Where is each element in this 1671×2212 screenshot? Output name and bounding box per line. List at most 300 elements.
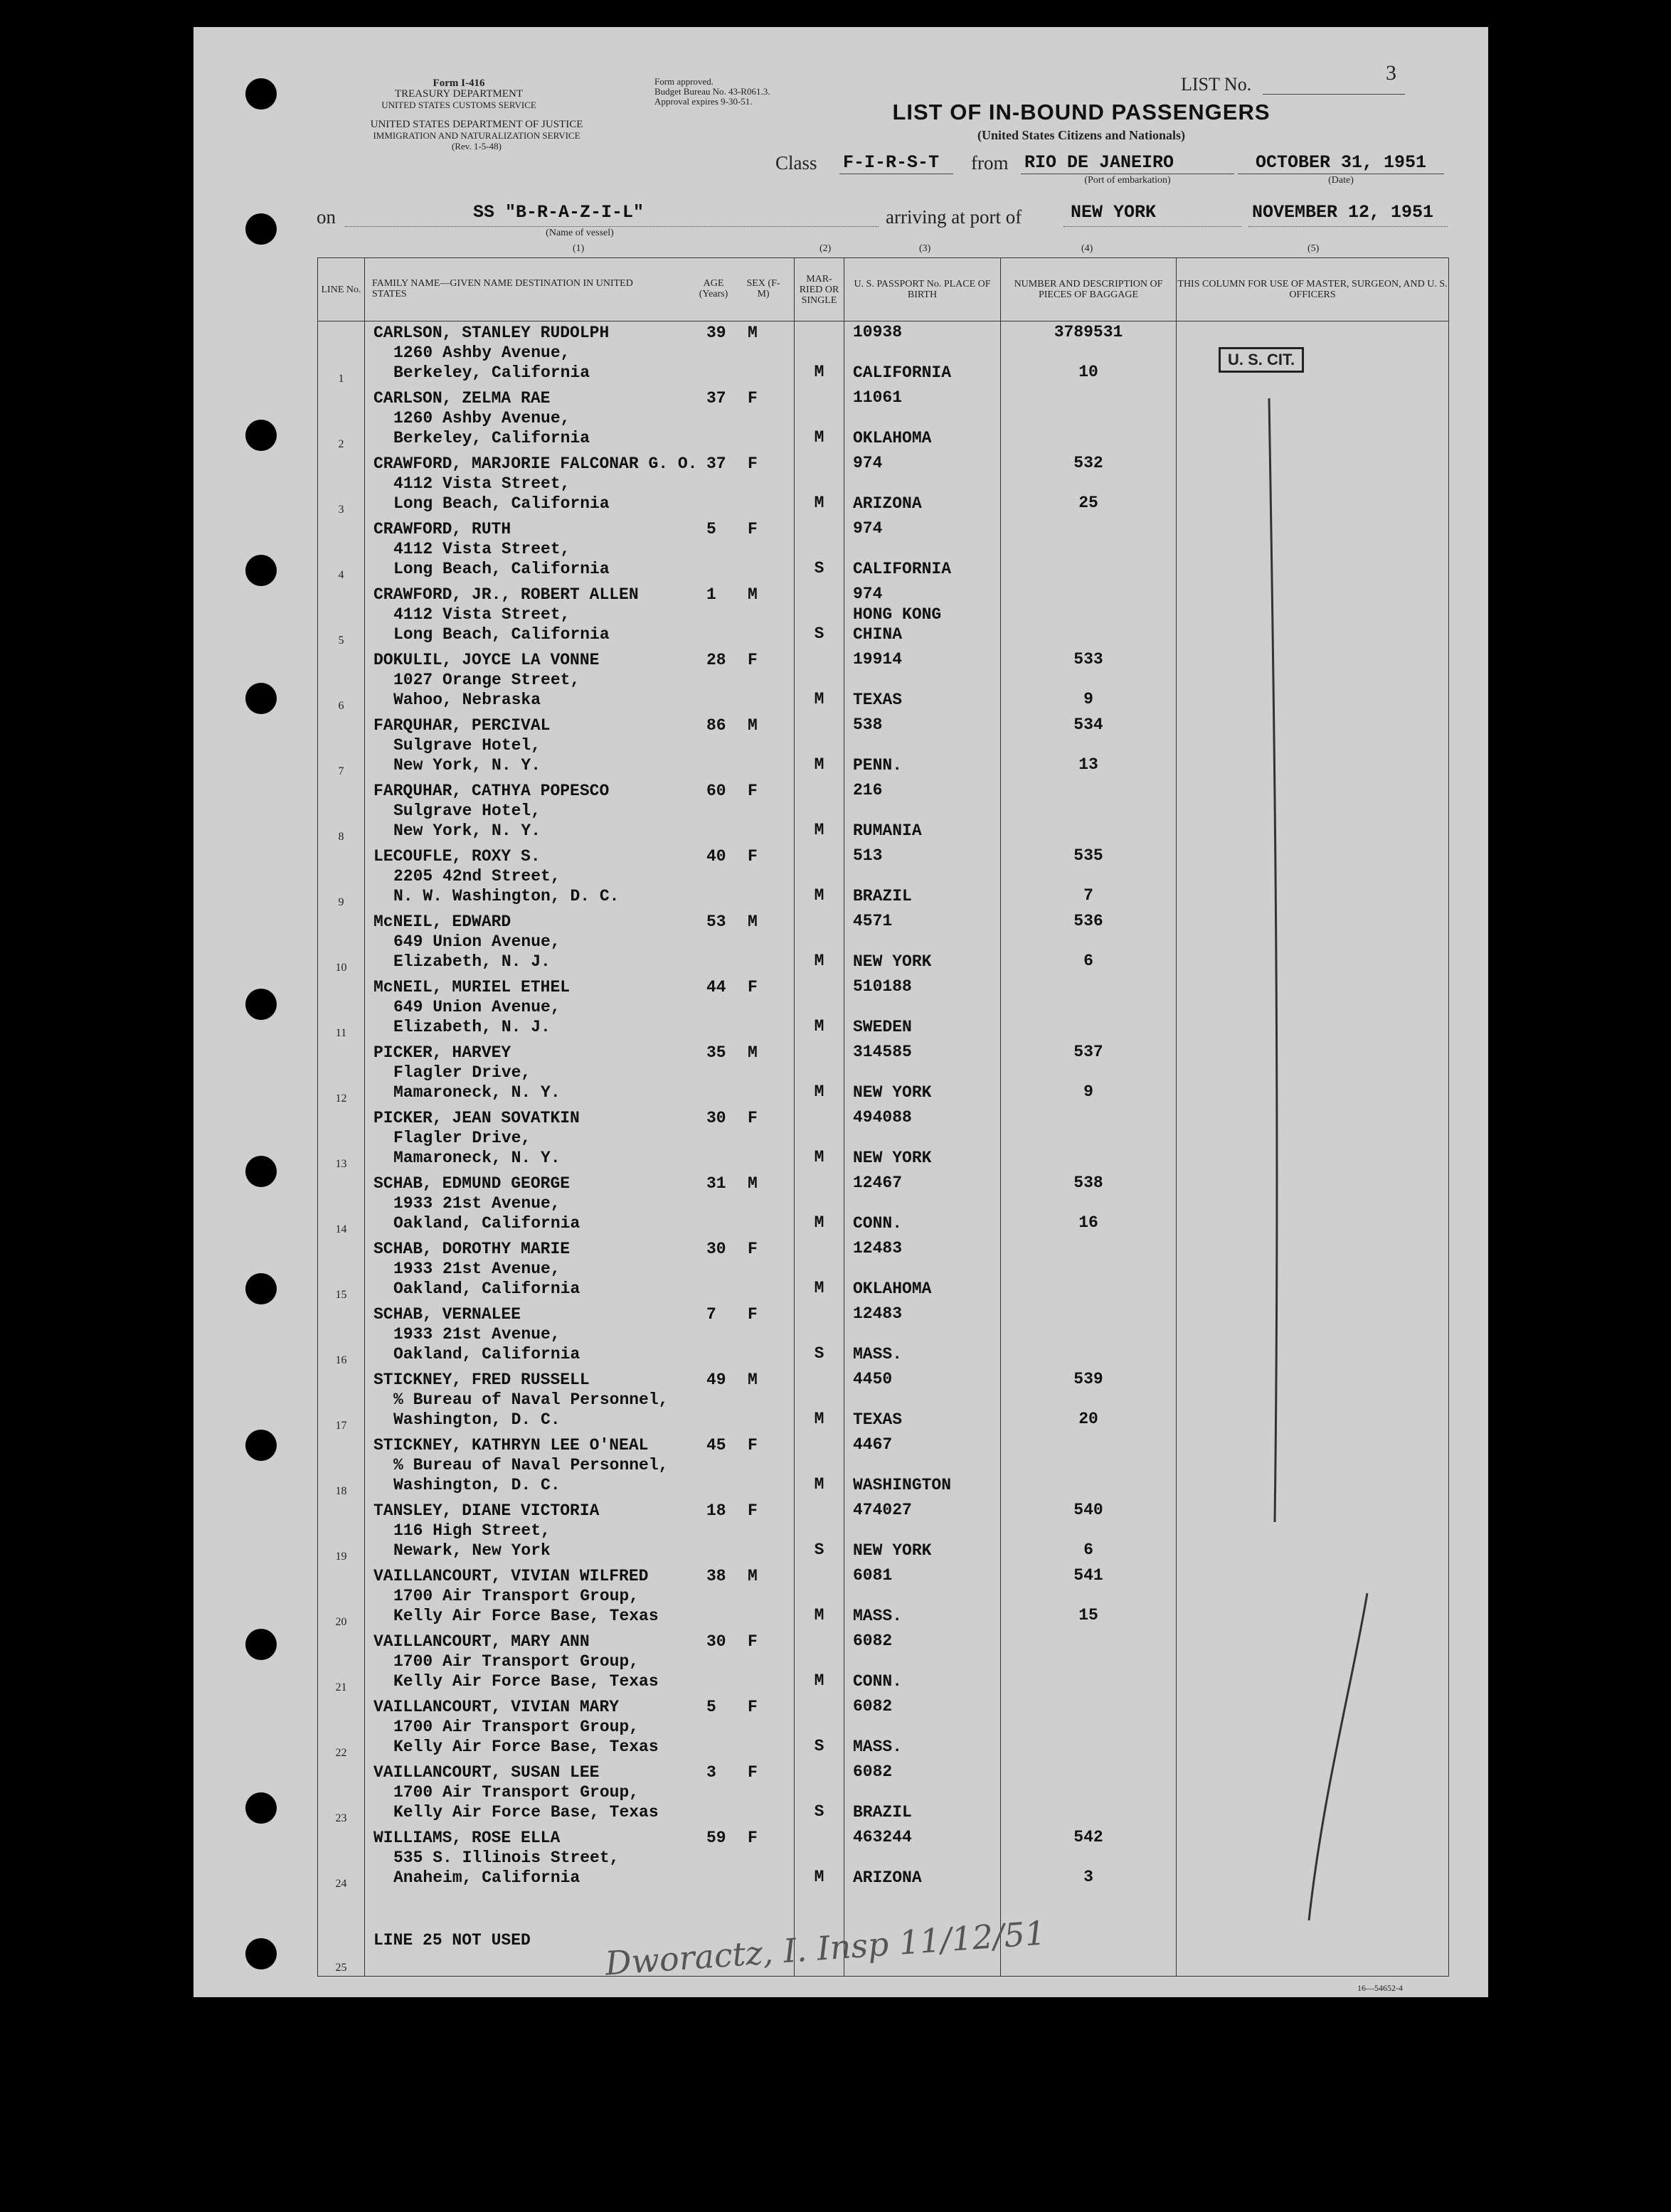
passenger-name: DOKULIL, JOYCE LA VONNE bbox=[373, 651, 600, 669]
line-number: 15 bbox=[335, 1289, 347, 1301]
baggage-cell bbox=[1001, 321, 1177, 388]
passenger-name: CRAWFORD, JR., ROBERT ALLEN bbox=[373, 585, 639, 604]
col-num-5: (5) bbox=[1307, 243, 1320, 254]
baggage-number: 542 bbox=[1073, 1828, 1103, 1846]
passport-number: 513 bbox=[853, 846, 883, 865]
sex: M bbox=[748, 324, 758, 342]
line-number: 12 bbox=[335, 1092, 347, 1105]
sex: F bbox=[748, 1763, 758, 1782]
line-number: 20 bbox=[335, 1616, 347, 1628]
line-number: 11 bbox=[335, 1027, 347, 1039]
address-line-2: Washington, D. C. bbox=[393, 1410, 561, 1429]
age: 45 bbox=[706, 1436, 726, 1455]
name-cell bbox=[365, 1368, 795, 1434]
address-line-1: 4112 Vista Street, bbox=[393, 474, 571, 493]
baggage-number: 535 bbox=[1073, 846, 1103, 865]
address-line-2: Berkeley, California bbox=[393, 363, 590, 382]
marital-status: M bbox=[814, 821, 824, 839]
age: 39 bbox=[706, 324, 726, 342]
age: 40 bbox=[706, 847, 726, 866]
address-line-2: Kelly Air Force Base, Texas bbox=[393, 1738, 659, 1756]
name-cell bbox=[365, 518, 795, 583]
passport-cell bbox=[844, 1565, 1001, 1630]
sex: F bbox=[748, 389, 758, 408]
marital-status: M bbox=[814, 1475, 824, 1494]
passport-number: 4467 bbox=[853, 1435, 893, 1454]
line-number: 21 bbox=[335, 1681, 347, 1693]
address-line-2: Mamaroneck, N. Y. bbox=[393, 1149, 561, 1167]
name-cell bbox=[365, 1499, 795, 1565]
passport-cell bbox=[844, 910, 1001, 976]
age: 59 bbox=[706, 1829, 726, 1847]
line-number-cell bbox=[318, 387, 365, 452]
sex: F bbox=[748, 1240, 758, 1258]
passport-cell bbox=[844, 321, 1001, 388]
address-line-2: N. W. Washington, D. C. bbox=[393, 887, 620, 905]
port-embark-caption: (Port of embarkation) bbox=[1084, 175, 1171, 186]
passport-number: 314585 bbox=[853, 1043, 912, 1061]
col-num-3: (3) bbox=[919, 243, 931, 254]
marital-cell bbox=[795, 1696, 844, 1761]
marital-status: M bbox=[814, 755, 824, 774]
col-num-4: (4) bbox=[1081, 243, 1093, 254]
baggage-number: 541 bbox=[1073, 1566, 1103, 1585]
age: 7 bbox=[706, 1305, 716, 1324]
passenger-name: PICKER, HARVEY bbox=[373, 1043, 511, 1062]
place-of-birth: PENN. bbox=[853, 756, 903, 775]
passport-cell bbox=[844, 1630, 1001, 1696]
baggage-cell bbox=[1001, 518, 1177, 583]
line-number: 3 bbox=[338, 504, 344, 516]
line-number-cell bbox=[318, 452, 365, 518]
marital-status: S bbox=[814, 559, 824, 578]
sex: F bbox=[748, 1109, 758, 1127]
baggage-pieces: 16 bbox=[1078, 1213, 1098, 1232]
sex: F bbox=[748, 1436, 758, 1455]
passenger-name: VAILLANCOURT, SUSAN LEE bbox=[373, 1763, 600, 1782]
sex: F bbox=[748, 782, 758, 800]
passenger-name: TANSLEY, DIANE VICTORIA bbox=[373, 1501, 600, 1520]
address-line-1: 4112 Vista Street, bbox=[393, 540, 571, 558]
justice-block bbox=[313, 119, 640, 151]
marital-status: M bbox=[814, 1279, 824, 1297]
passport-cell bbox=[844, 1303, 1001, 1368]
class-label: Class bbox=[775, 152, 817, 174]
passenger-name: SCHAB, DOROTHY MARIE bbox=[373, 1240, 571, 1258]
place-of-birth: WASHINGTON bbox=[853, 1476, 952, 1494]
marital-cell bbox=[795, 1041, 844, 1107]
unused-line-note: LINE 25 NOT USED bbox=[373, 1931, 531, 1950]
departure-date: OCTOBER 31, 1951 bbox=[1256, 152, 1427, 173]
marital-status: M bbox=[814, 886, 824, 905]
line-number: 22 bbox=[335, 1747, 347, 1759]
marital-status: S bbox=[814, 624, 824, 643]
baggage-pieces: 20 bbox=[1078, 1410, 1098, 1428]
name-cell bbox=[365, 910, 795, 976]
passport-cell bbox=[844, 649, 1001, 714]
line-number-cell bbox=[318, 321, 365, 388]
sex: M bbox=[748, 1567, 758, 1585]
port-of-embarkation: RIO DE JANEIRO bbox=[1024, 152, 1174, 173]
place-of-birth: HONG KONG CHINA bbox=[853, 605, 942, 644]
line-number-cell bbox=[318, 910, 365, 976]
line-number-cell bbox=[318, 714, 365, 780]
passenger-name: PICKER, JEAN SOVATKIN bbox=[373, 1109, 580, 1127]
binder-hole bbox=[245, 1629, 277, 1660]
binder-hole bbox=[245, 213, 277, 245]
age: 38 bbox=[706, 1567, 726, 1585]
name-cell bbox=[365, 452, 795, 518]
binder-hole bbox=[245, 420, 277, 451]
passport-cell bbox=[844, 1499, 1001, 1565]
passport-cell bbox=[844, 1827, 1001, 1892]
baggage-cell bbox=[1001, 714, 1177, 780]
passport-number: 11061 bbox=[853, 388, 903, 407]
passport-number: 474027 bbox=[853, 1501, 912, 1519]
baggage-number: 537 bbox=[1073, 1043, 1103, 1061]
revision-label: (Rev. 1-5-48) bbox=[452, 141, 502, 151]
marital-status: M bbox=[814, 1410, 824, 1428]
line-number: 10 bbox=[335, 962, 347, 974]
baggage-number: 539 bbox=[1073, 1370, 1103, 1388]
age: 28 bbox=[706, 651, 726, 669]
line-number-cell bbox=[318, 1499, 365, 1565]
baggage-cell bbox=[1001, 780, 1177, 845]
place-of-birth: RUMANIA bbox=[853, 821, 922, 840]
on-label: on bbox=[317, 206, 336, 228]
col-num-1: (1) bbox=[573, 243, 585, 254]
age: 1 bbox=[706, 585, 716, 604]
justice-label: UNITED STATES DEPARTMENT OF JUSTICE bbox=[370, 119, 583, 130]
marital-cell bbox=[795, 518, 844, 583]
marital-status: M bbox=[814, 1148, 824, 1166]
passport-number: 6082 bbox=[853, 1697, 893, 1716]
marital-cell bbox=[795, 1761, 844, 1827]
from-label: from bbox=[971, 152, 1009, 174]
address-line-1: 1700 Air Transport Group, bbox=[393, 1783, 640, 1802]
name-cell bbox=[365, 1565, 795, 1630]
address-line-2: New York, N. Y. bbox=[393, 821, 541, 840]
line-number-cell bbox=[318, 1565, 365, 1630]
address-line-2: Newark, New York bbox=[393, 1541, 551, 1560]
baggage-number: 536 bbox=[1073, 912, 1103, 930]
sex: F bbox=[748, 847, 758, 866]
place-of-birth: NEW YORK bbox=[853, 1083, 932, 1102]
age: 35 bbox=[706, 1043, 726, 1062]
marital-status: M bbox=[814, 1213, 824, 1232]
baggage-cell bbox=[1001, 452, 1177, 518]
place-of-birth: ARIZONA bbox=[853, 1868, 922, 1887]
marital-cell bbox=[795, 780, 844, 845]
passport-number: 10938 bbox=[853, 323, 903, 341]
baggage-cell bbox=[1001, 1827, 1177, 1892]
passenger-name: McNEIL, EDWARD bbox=[373, 913, 511, 931]
age: 30 bbox=[706, 1632, 726, 1651]
place-of-birth: TEXAS bbox=[853, 1410, 903, 1429]
baggage-pieces: 25 bbox=[1078, 494, 1098, 512]
address-line-2: Elizabeth, N. J. bbox=[393, 1018, 551, 1036]
name-cell bbox=[365, 1303, 795, 1368]
sex: F bbox=[748, 1829, 758, 1847]
line-number: 19 bbox=[335, 1551, 347, 1563]
baggage-cell bbox=[1001, 1368, 1177, 1434]
age: 37 bbox=[706, 454, 726, 473]
address-line-2: Kelly Air Force Base, Texas bbox=[393, 1803, 659, 1822]
header-line-no: LINE No. bbox=[318, 258, 365, 321]
address-line-1: 649 Union Avenue, bbox=[393, 998, 561, 1016]
passport-number: 974 bbox=[853, 519, 883, 538]
marital-status: M bbox=[814, 494, 824, 512]
marital-cell bbox=[795, 714, 844, 780]
name-cell bbox=[365, 649, 795, 714]
address-line-1: 1700 Air Transport Group, bbox=[393, 1652, 640, 1671]
line-number: 13 bbox=[335, 1158, 347, 1170]
place-of-birth: MASS. bbox=[853, 1345, 903, 1363]
binder-hole bbox=[245, 1156, 277, 1187]
ins-label: IMMIGRATION AND NATURALIZATION SERVICE bbox=[373, 130, 580, 141]
line-number-cell bbox=[318, 1303, 365, 1368]
marital-cell bbox=[795, 1172, 844, 1238]
name-cell bbox=[365, 976, 795, 1041]
vessel-name: SS "B-R-A-Z-I-L" bbox=[473, 202, 644, 223]
name-cell bbox=[365, 780, 795, 845]
date-caption: (Date) bbox=[1328, 175, 1354, 186]
marital-cell bbox=[795, 649, 844, 714]
marital-cell bbox=[795, 1499, 844, 1565]
address-line-2: Oakland, California bbox=[393, 1345, 580, 1363]
line-number: 6 bbox=[338, 700, 344, 712]
address-line-1: % Bureau of Naval Personnel, bbox=[393, 1391, 669, 1409]
line-number: 5 bbox=[338, 634, 344, 647]
baggage-cell bbox=[1001, 1303, 1177, 1368]
line-number-cell bbox=[318, 780, 365, 845]
baggage-number: 534 bbox=[1073, 716, 1103, 734]
passport-cell bbox=[844, 1696, 1001, 1761]
baggage-cell bbox=[1001, 1696, 1177, 1761]
passport-number: 974 bbox=[853, 454, 883, 472]
address-line-1: 1933 21st Avenue, bbox=[393, 1260, 561, 1278]
passenger-name: STICKNEY, KATHRYN LEE O'NEAL bbox=[373, 1436, 649, 1455]
table-header-row bbox=[318, 258, 1449, 321]
place-of-birth: CALIFORNIA bbox=[853, 560, 952, 578]
passport-number: 216 bbox=[853, 781, 883, 799]
address-line-1: 649 Union Avenue, bbox=[393, 932, 561, 951]
sex: F bbox=[748, 454, 758, 473]
passport-number: 463244 bbox=[853, 1828, 912, 1846]
address-line-1: Sulgrave Hotel, bbox=[393, 736, 541, 755]
name-cell bbox=[365, 1827, 795, 1892]
name-cell bbox=[365, 845, 795, 910]
passenger-name: STICKNEY, FRED RUSSELL bbox=[373, 1371, 590, 1389]
name-cell bbox=[365, 1041, 795, 1107]
passenger-name: CARLSON, ZELMA RAE bbox=[373, 389, 551, 408]
marital-cell bbox=[795, 1565, 844, 1630]
age: 18 bbox=[706, 1501, 726, 1520]
marital-cell bbox=[795, 1303, 844, 1368]
age: 3 bbox=[706, 1763, 716, 1782]
binder-hole bbox=[245, 1430, 277, 1461]
passport-number: 4571 bbox=[853, 912, 893, 930]
line-number-cell bbox=[318, 1892, 365, 1977]
address-line-2: Long Beach, California bbox=[393, 560, 610, 578]
sex: F bbox=[748, 1698, 758, 1716]
passenger-name: McNEIL, MURIEL ETHEL bbox=[373, 978, 571, 996]
address-line-1: 2205 42nd Street, bbox=[393, 867, 561, 886]
sex: M bbox=[748, 1043, 758, 1062]
header-name bbox=[365, 258, 795, 321]
passport-number: 974 bbox=[853, 585, 883, 603]
baggage-pieces: 6 bbox=[1083, 952, 1093, 970]
name-cell bbox=[365, 1696, 795, 1761]
budget-label: Budget Bureau No. 43-R061.3. bbox=[654, 86, 770, 97]
baggage-cell bbox=[1001, 1107, 1177, 1172]
citizen-stamp: U. S. CIT. bbox=[1219, 347, 1304, 373]
list-no-label: LIST No. bbox=[1181, 74, 1252, 95]
port-of-arrival: NEW YORK bbox=[1071, 202, 1157, 223]
address-line-2: Anaheim, California bbox=[393, 1868, 580, 1887]
address-line-1: 116 High Street, bbox=[393, 1521, 551, 1540]
address-line-2: Kelly Air Force Base, Texas bbox=[393, 1672, 659, 1691]
passenger-name: FARQUHAR, CATHYA POPESCO bbox=[373, 782, 610, 800]
marital-cell bbox=[795, 583, 844, 649]
line-number-cell bbox=[318, 583, 365, 649]
address-line-1: 1700 Air Transport Group, bbox=[393, 1718, 640, 1736]
line-number-cell bbox=[318, 976, 365, 1041]
col-num-2: (2) bbox=[819, 243, 832, 254]
name-cell bbox=[365, 1761, 795, 1827]
passport-number: 19914 bbox=[853, 650, 903, 669]
place-of-birth: NEW YORK bbox=[853, 1149, 932, 1167]
line-number: 16 bbox=[335, 1354, 347, 1366]
passport-cell bbox=[844, 518, 1001, 583]
name-cell bbox=[365, 1434, 795, 1499]
marital-cell bbox=[795, 452, 844, 518]
age: 37 bbox=[706, 389, 726, 408]
marital-status: M bbox=[814, 428, 824, 447]
place-of-birth: CONN. bbox=[853, 1214, 903, 1233]
address-line-1: 1933 21st Avenue, bbox=[393, 1194, 561, 1213]
marital-cell bbox=[795, 976, 844, 1041]
name-cell bbox=[365, 583, 795, 649]
name-cell bbox=[365, 714, 795, 780]
passport-number: 6082 bbox=[853, 1632, 893, 1650]
age: 44 bbox=[706, 978, 726, 996]
arrival-date: NOVEMBER 12, 1951 bbox=[1252, 202, 1434, 223]
header-married-single: MAR-RIED OR SINGLE bbox=[795, 258, 844, 321]
line-number: 18 bbox=[335, 1485, 347, 1497]
line-number-cell bbox=[318, 1630, 365, 1696]
passport-cell bbox=[844, 976, 1001, 1041]
marital-status: M bbox=[814, 1083, 824, 1101]
marital-cell bbox=[795, 387, 844, 452]
passenger-name: VAILLANCOURT, MARY ANN bbox=[373, 1632, 590, 1651]
baggage-cell bbox=[1001, 976, 1177, 1041]
address-line-1: 1260 Ashby Avenue, bbox=[393, 409, 571, 427]
address-line-1: Sulgrave Hotel, bbox=[393, 802, 541, 820]
passport-cell bbox=[844, 1107, 1001, 1172]
marital-cell bbox=[795, 1107, 844, 1172]
binder-hole bbox=[245, 1938, 277, 1969]
header-passport: U. S. PASSPORT No. PLACE OF BIRTH bbox=[844, 258, 1001, 321]
marital-status: M bbox=[814, 1868, 824, 1886]
class-value: F-I-R-S-T bbox=[843, 152, 940, 173]
sex: F bbox=[748, 520, 758, 538]
baggage-cell bbox=[1001, 1238, 1177, 1303]
baggage-cell bbox=[1001, 387, 1177, 452]
header-sex: SEX (F-M) bbox=[746, 278, 780, 299]
marital-cell bbox=[795, 1238, 844, 1303]
line-number: 24 bbox=[335, 1878, 347, 1890]
age: 30 bbox=[706, 1109, 726, 1127]
line-number-cell bbox=[318, 1434, 365, 1499]
place-of-birth: NEW YORK bbox=[853, 1541, 932, 1560]
passenger-name: LECOUFLE, ROXY S. bbox=[373, 847, 541, 866]
place-of-birth: MASS. bbox=[853, 1607, 903, 1625]
marital-status: S bbox=[814, 1737, 824, 1755]
place-of-birth: BRAZIL bbox=[853, 887, 912, 905]
marital-status: M bbox=[814, 1017, 824, 1036]
marital-status: M bbox=[814, 952, 824, 970]
sex: M bbox=[748, 913, 758, 931]
passport-number: 494088 bbox=[853, 1108, 912, 1127]
age: 31 bbox=[706, 1174, 726, 1193]
age: 5 bbox=[706, 520, 716, 538]
passenger-name: VAILLANCOURT, VIVIAN MARY bbox=[373, 1698, 620, 1716]
baggage-cell bbox=[1001, 1761, 1177, 1827]
address-line-2: Long Beach, California bbox=[393, 625, 610, 644]
marital-status: M bbox=[814, 363, 824, 381]
line-number-cell bbox=[318, 1107, 365, 1172]
marital-cell bbox=[795, 1368, 844, 1434]
passport-cell bbox=[844, 1434, 1001, 1499]
place-of-birth: TEXAS bbox=[853, 691, 903, 709]
address-line-2: Oakland, California bbox=[393, 1214, 580, 1233]
passport-cell bbox=[844, 1041, 1001, 1107]
line-number-cell bbox=[318, 1761, 365, 1827]
place-of-birth: OKLAHOMA bbox=[853, 1280, 932, 1298]
customs-label: UNITED STATES CUSTOMS SERVICE bbox=[381, 100, 536, 110]
header-name-label: FAMILY NAME—GIVEN NAME DESTINATION IN UNITED STATES bbox=[372, 278, 633, 299]
binder-hole bbox=[245, 989, 277, 1020]
address-line-2: Mamaroneck, N. Y. bbox=[393, 1083, 561, 1102]
line-number: 4 bbox=[338, 569, 344, 581]
list-no-value: 3 bbox=[1386, 61, 1396, 85]
form-code: 16—54652-4 bbox=[1357, 1983, 1403, 1993]
address-line-2: New York, N. Y. bbox=[393, 756, 541, 775]
sex: F bbox=[748, 651, 758, 669]
age: 5 bbox=[706, 1698, 716, 1716]
passenger-name: CRAWFORD, RUTH bbox=[373, 520, 511, 538]
passport-cell bbox=[844, 452, 1001, 518]
place-of-birth: OKLAHOMA bbox=[853, 429, 932, 447]
passport-number: 4450 bbox=[853, 1370, 893, 1388]
line-number: 2 bbox=[338, 438, 344, 450]
sex: M bbox=[748, 1371, 758, 1389]
place-of-birth: NEW YORK bbox=[853, 952, 932, 971]
name-cell bbox=[365, 1630, 795, 1696]
passport-cell bbox=[844, 1368, 1001, 1434]
binder-hole bbox=[245, 1792, 277, 1824]
baggage-pieces: 13 bbox=[1078, 755, 1098, 774]
passport-cell bbox=[844, 1172, 1001, 1238]
passport-number: 6082 bbox=[853, 1762, 893, 1781]
baggage-cell bbox=[1001, 649, 1177, 714]
name-cell bbox=[365, 1107, 795, 1172]
baggage-cell bbox=[1001, 583, 1177, 649]
marital-cell bbox=[795, 1434, 844, 1499]
marital-status: M bbox=[814, 1671, 824, 1690]
baggage-pieces: 3 bbox=[1083, 1868, 1093, 1886]
